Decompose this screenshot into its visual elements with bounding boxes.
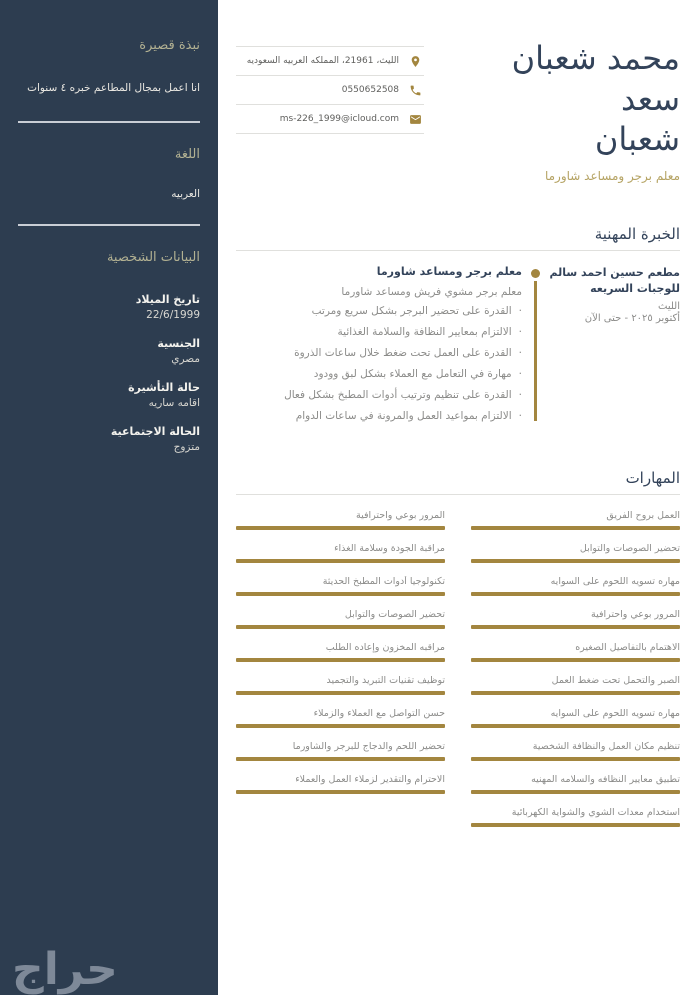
skill-item <box>471 741 680 761</box>
job-role: معلم برجر ومساعد شاورما <box>376 264 522 278</box>
company-location: الليث <box>658 300 680 312</box>
skill-item <box>236 708 445 728</box>
skill-label: تكنولوجيا أدوات المطبخ الحديثة <box>322 575 445 587</box>
skill-level-bar <box>471 658 680 662</box>
skill-item <box>471 642 680 662</box>
skill-level-bar <box>236 526 445 530</box>
name-line-2: سعد <box>620 79 680 118</box>
skill-label: حسن التواصل مع العملاء والزملاء <box>313 707 445 719</box>
skill-level-bar <box>471 691 680 695</box>
skill-label: تحضير الصوصات والتوابل <box>344 608 445 620</box>
employment-dates: أكتوبر ٢٠٢٥ - حتى الآن <box>584 312 680 324</box>
field-label: الجنسية <box>157 337 200 351</box>
language-title: اللغة <box>174 147 200 163</box>
name-block <box>428 38 680 183</box>
skill-item <box>236 609 445 629</box>
divider <box>236 250 680 251</box>
candidate-name <box>428 38 680 160</box>
divider <box>18 121 200 123</box>
skills-grid <box>236 510 680 827</box>
experience-meta <box>548 265 680 427</box>
sidebar-about-section <box>18 38 200 97</box>
experience-section <box>236 225 680 427</box>
skill-item <box>236 675 445 695</box>
experience-entry <box>236 265 680 427</box>
personal-field <box>18 293 200 321</box>
divider <box>236 494 680 495</box>
divider <box>18 224 200 226</box>
skill-level-bar <box>471 559 680 563</box>
skill-label: مهاره تسويه اللحوم على السوايه <box>550 707 680 719</box>
contact-block <box>236 46 424 134</box>
skill-level-bar <box>471 724 680 728</box>
job-bullet: · مهارة في التعامل مع العملاء بشكل لبق وودود <box>236 364 522 385</box>
skill-level-bar <box>236 592 445 596</box>
about-title: نبذة قصيرة <box>139 38 200 53</box>
skill-level-bar <box>471 790 680 794</box>
job-subtitle: معلم برجر ومساعد شاورما <box>544 168 680 183</box>
sidebar-language-section <box>18 147 200 200</box>
field-value: مصري <box>171 353 200 366</box>
skill-level-bar <box>471 625 680 629</box>
skill-label: استخدام معدات الشوي والشواية الكهربائية <box>511 806 680 818</box>
contact-location: الليث، 21961، المملكه العربيه السعوديه <box>246 56 399 66</box>
skill-level-bar <box>471 823 680 827</box>
job-bullet: · القدرة على تحضير البرجر بشكل سريع ومرتب <box>236 301 522 322</box>
name-line-1: محمد شعبان <box>511 39 680 77</box>
field-value: متزوج <box>173 441 200 454</box>
skill-label: مراقبه المخزون وإعاده الطلب <box>325 641 445 653</box>
company-name: مطعم حسين احمد سالم للوجبات السريعه <box>549 265 680 296</box>
contact-location-row <box>236 47 424 76</box>
envelope-icon <box>408 112 422 126</box>
skill-level-bar <box>471 592 680 596</box>
job-bullet: · القدرة على تنظيم وترتيب أدوات المطبخ بشكل فعال <box>236 385 522 406</box>
skill-label: تحضير اللحم والدجاج للبرجر والشاورما <box>292 740 445 752</box>
skill-item <box>236 774 445 794</box>
skill-item <box>236 510 445 530</box>
skill-item <box>471 543 680 563</box>
field-label: الحالة الاجتماعية <box>110 425 200 439</box>
skill-level-bar <box>236 625 445 629</box>
skill-label: المرور بوعي واحترافية <box>591 608 680 620</box>
skill-item <box>236 642 445 662</box>
sidebar <box>0 0 218 995</box>
language-value: العربيه <box>171 188 200 201</box>
job-bullet: · القدرة على العمل تحت ضغط خلال ساعات الذروة <box>236 343 522 364</box>
skill-item <box>471 609 680 629</box>
skill-item <box>471 807 680 827</box>
personal-field <box>18 381 200 409</box>
experience-section-title: الخبرة المهنية <box>594 224 680 243</box>
skill-label: الاحترام والتقدير لزملاء العمل والعملاء <box>295 773 445 785</box>
job-bullet-list <box>236 301 522 427</box>
field-value: 22/6/1999 <box>146 309 200 322</box>
main-content <box>218 0 700 995</box>
contact-email-row <box>236 105 424 134</box>
personal-field <box>18 425 200 453</box>
skill-level-bar <box>236 724 445 728</box>
contact-email: ms-226_1999@icloud.com <box>279 114 399 124</box>
personal-data-title: البيانات الشخصية <box>106 250 200 266</box>
about-text: انا اعمل بمجال المطاعم خبره ٤ سنوات <box>27 82 200 94</box>
sidebar-personal-section <box>18 250 200 453</box>
job-summary: معلم برجر مشوي فريش ومساعد شاورما <box>341 285 522 298</box>
skill-item <box>471 675 680 695</box>
skill-label: تطبيق معايير النظافه والسلامه المهنيه <box>531 773 680 785</box>
skill-label: تحضير الصوصات والتوابل <box>579 542 680 554</box>
experience-detail <box>236 265 522 427</box>
skills-section <box>236 469 680 827</box>
personal-field <box>18 337 200 365</box>
skill-label: مهاره تسويه اللحوم على السوايه <box>550 575 680 587</box>
haraj-watermark-logo: حراج <box>12 944 118 995</box>
resume-header <box>236 38 680 183</box>
skill-label: الصبر والتحمل تحت ضغط العمل <box>551 674 680 686</box>
skill-item <box>236 741 445 761</box>
field-label: حالة التأشيرة <box>128 381 200 395</box>
skill-label: تنظيم مكان العمل والنظافة الشخصية <box>532 740 680 752</box>
timeline-dot-icon <box>531 269 540 278</box>
skill-label: توظيف تقنيات التبريد والتجميد <box>326 674 445 686</box>
skills-section-title: المهارات <box>625 468 680 487</box>
skill-level-bar <box>236 691 445 695</box>
skill-level-bar <box>236 757 445 761</box>
timeline <box>522 265 548 427</box>
contact-phone: 0550652508 <box>341 85 399 95</box>
skill-item <box>471 576 680 596</box>
skill-item <box>471 774 680 794</box>
job-bullet: · الالتزام بمواعيد العمل والمرونة في ساعات الدوام <box>236 406 522 427</box>
field-value: اقامه ساريه <box>148 397 200 410</box>
skill-item <box>471 708 680 728</box>
job-bullet: · الالتزام بمعايير النظافة والسلامة الغذائية <box>236 322 522 343</box>
skill-level-bar <box>236 658 445 662</box>
timeline-line <box>534 281 537 421</box>
skill-item <box>236 543 445 563</box>
skill-level-bar <box>471 526 680 530</box>
name-line-3: شعبان <box>594 120 680 159</box>
skill-level-bar <box>236 790 445 794</box>
contact-phone-row <box>236 76 424 105</box>
skill-level-bar <box>471 757 680 761</box>
skill-label: العمل بروح الفريق <box>606 509 680 521</box>
skill-label: الاهتمام بالتفاصيل الصغيره <box>575 641 680 653</box>
skill-label: المرور بوعي واحترافية <box>356 509 445 521</box>
location-pin-icon <box>408 54 422 68</box>
skill-item <box>236 576 445 596</box>
skill-label: مراقبة الجودة وسلامة الغذاء <box>334 542 445 554</box>
field-label: تاريخ الميلاد <box>135 293 200 307</box>
phone-icon <box>408 83 422 97</box>
skill-item <box>471 510 680 530</box>
skill-level-bar <box>236 559 445 563</box>
